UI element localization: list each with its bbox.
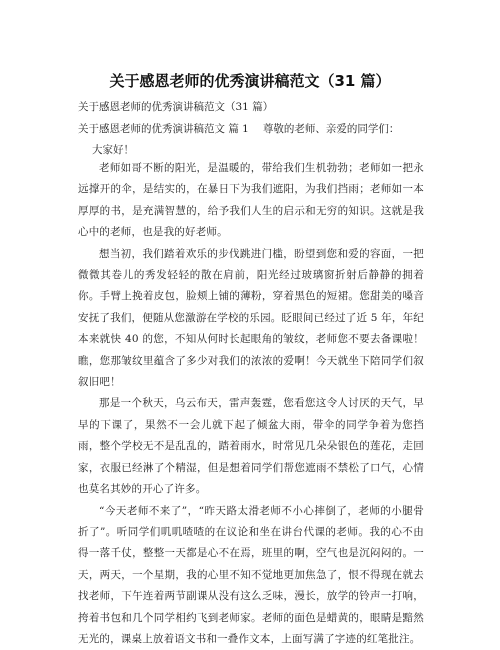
- body-text: [78, 158, 424, 650]
- greeting: 大家好！: [92, 141, 134, 159]
- paragraph: 老师如哥不断的阳光，是温暖的，带给我们生机勃勃；老师如一把永远撑开的伞，是结实的，在暴日下为我们遮阳，为我们挡雨；老师如一本厚厚的书，是充满智慧的，给予我们人生的启示和无穷的知识。这就是我心中的老师，也是我的好老师。: [78, 158, 424, 244]
- document-subtitle: 关于感恩老师的优秀演讲稿范文（31 篇）: [78, 98, 478, 116]
- paragraph: “今天老师不来了”，“昨天路太滑老师不小心摔倒了，老师的小腿骨折了”。听同学们叽叽喳喳的在议论和坐在讲台代课的老师。我的心不由得一落千仗，整整一天都是心不在焉，班里的啊，空气也是沉闷闷的。一天，两天，一个星期，我的心里不知不觉地更加焦急了，恨不得现在就去找老师，下午连着两节副课从没有这么乏味，漫长，放学的铃声一打响，挎着书包和几个同学相约飞到老师家。老师的面色是蜡黄的，眼睛是黯然无光的，课桌上放着语文书和一叠作文本，上面写满了字迹的红笔批注。: [78, 501, 424, 650]
- paragraph: 那是一个秋天，乌云布天，雷声轰霆，您看您这令人讨厌的天气，早早的下课了，果然不一会儿就下起了倾盆大雨，带伞的同学争着为您挡雨，整个学校无不是乱乱的，踏着雨水，时常见几朵朵银色的莲花，走回家，衣服已经淋了个精湿，但是想着同学们帮您遮雨不禁松了口气，心情也莫名其妙的开心了许多。: [78, 393, 424, 500]
- document-title: 关于感恩老师的优秀演讲稿范文（31 篇）: [0, 70, 500, 92]
- section-label: 关于感恩老师的优秀演讲稿范文 篇 1: [78, 123, 249, 135]
- section-salutation: 尊敬的老师、亲爱的同学们：: [263, 123, 400, 135]
- section-heading: [78, 120, 478, 138]
- paragraph: 想当初，我们踏着欢乐的步伐跳进门槛，盼望到您和爱的容面，一把微微其卷儿的秀发轻轻的散在肩前，阳光经过玻璃窗折射后静静的拥着你。手臂上挽着皮包，脸颊上铺的薄粉，穿着黑色的短裙。您甜美的嗓音安抚了我们，便随从您激游在学校的乐园。眨眼间已经过了近 5 年，年纪本来就快 40 的您，不知从何时长起眼角的皱纹，老师您不要去备课啦！瞧，您那皱纹里蕴含了多少对我们的浓浓的爱啊！今天就坐下陪同学们叙叙旧吧！: [78, 244, 424, 394]
